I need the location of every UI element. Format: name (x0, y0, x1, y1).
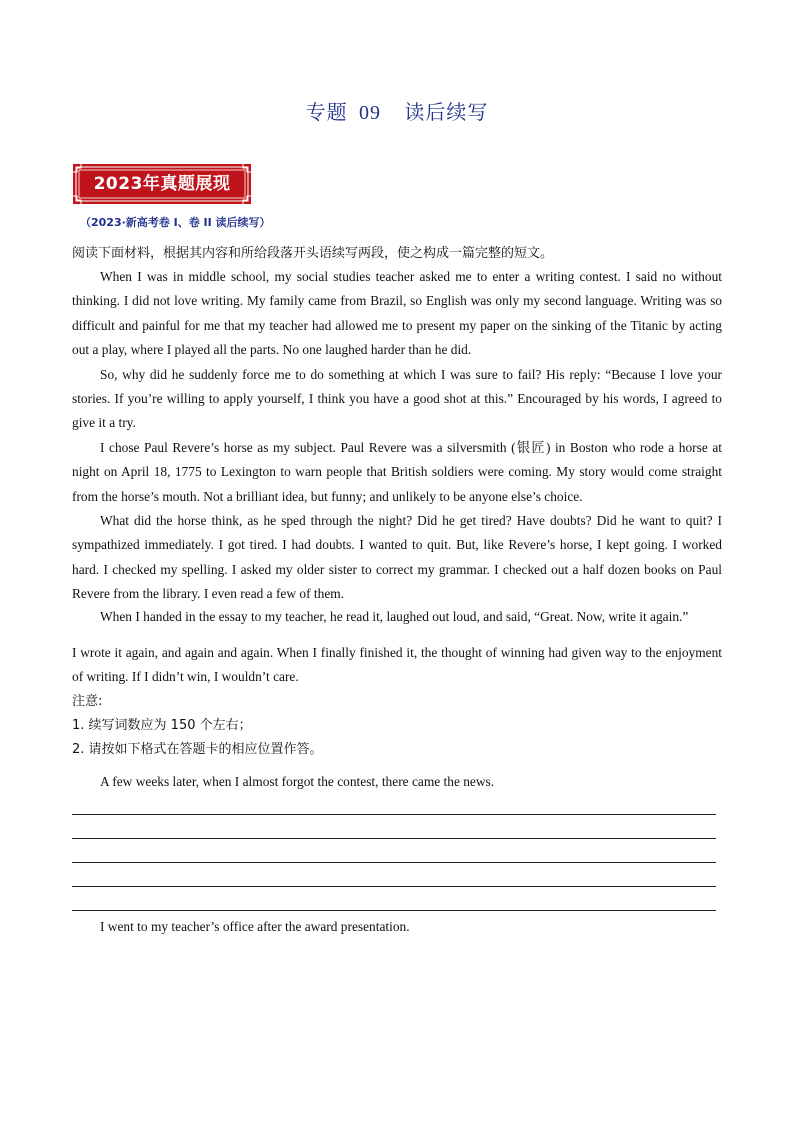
title-main: 专题 (305, 100, 348, 124)
passage-last (72, 605, 722, 629)
title-topic: 读后续写 (404, 100, 489, 124)
note-item: 2. 请按如下格式在答题卡的相应位置作答。 (72, 742, 323, 757)
paragraph-prompt-first: A few weeks later, when I almost forgot the contest, there came the news. (100, 774, 495, 789)
passage-paragraph: When I handed in the essay to my teacher, he read it, laughed out loud, and said, “Great. Now, write it again.” (100, 609, 689, 624)
section-banner (73, 164, 251, 204)
title-number: 09 (359, 102, 381, 124)
note-item: 1. 续写词数应为 150 个左右； (72, 718, 252, 733)
passage-continuation (72, 641, 722, 690)
instruction-text: 阅读下面材料，根据其内容和所给段落开头语续写两段，使之构成一篇完整的短文。 (72, 246, 554, 261)
passage-paragraph: What did the horse think, as he sped through the night? Did he get tired? Have doubts? Did he want to quit? I sympathized immediately. I got tired. I had doubts. I wanted to quit. But, like Revere’s horse, I kept going. I worked hard. I checked my spelling. I asked my older sister to correct my grammar. I checked out a half dozen books on Paul Revere from the library. I even read a few of them. (72, 513, 722, 602)
answer-line[interactable] (72, 814, 716, 815)
answer-line[interactable] (72, 910, 716, 911)
note-label: 注意: (72, 694, 103, 709)
passage-body (72, 265, 722, 607)
passage-paragraph: So, why did he suddenly force me to do something at which I was sure to fail? His reply: “Because I love your stories. If you’re willing to apply yourself, I think you have a good shot at this.” Encouraged by his words, I agreed to give it a try. (72, 366, 722, 431)
answer-line[interactable] (72, 838, 716, 839)
banner-label: 2023年真题展现 (93, 174, 231, 194)
answer-line[interactable] (72, 886, 716, 887)
page-title (0, 96, 794, 125)
passage-paragraph: When I was in middle school, my social studies teacher asked me to enter a writing contest. I said no without thinking. I did not love writing. My family came from Brazil, so English was only my second language. Writing was so difficult and painful for me that my teacher had allowed me to present my paper on the sinking of the Titanic by acting out a play, where I played all the parts. No one laughed harder than he did. (72, 269, 722, 358)
paragraph-prompt-second: I went to my teacher’s office after the award presentation. (100, 919, 410, 934)
question-source: （2023·新高考卷 I、卷 II 读后续写） (80, 216, 271, 229)
passage-paragraph: I chose Paul Revere’s horse as my subject. Paul Revere was a silversmith (银匠) in Boston who rode a horse at night on April 18, 1775 to Lexington to warn people that British soldiers were coming. My story would come straight from the horse’s mouth. Not a brilliant idea, but funny; and unlikely to be anyone else’s choice. (72, 439, 722, 504)
answer-line[interactable] (72, 862, 716, 863)
passage-paragraph: I wrote it again, and again and again. When I finally finished it, the thought of winning had given way to the enjoyment of writing. If I didn’t win, I wouldn’t care. (72, 645, 722, 685)
